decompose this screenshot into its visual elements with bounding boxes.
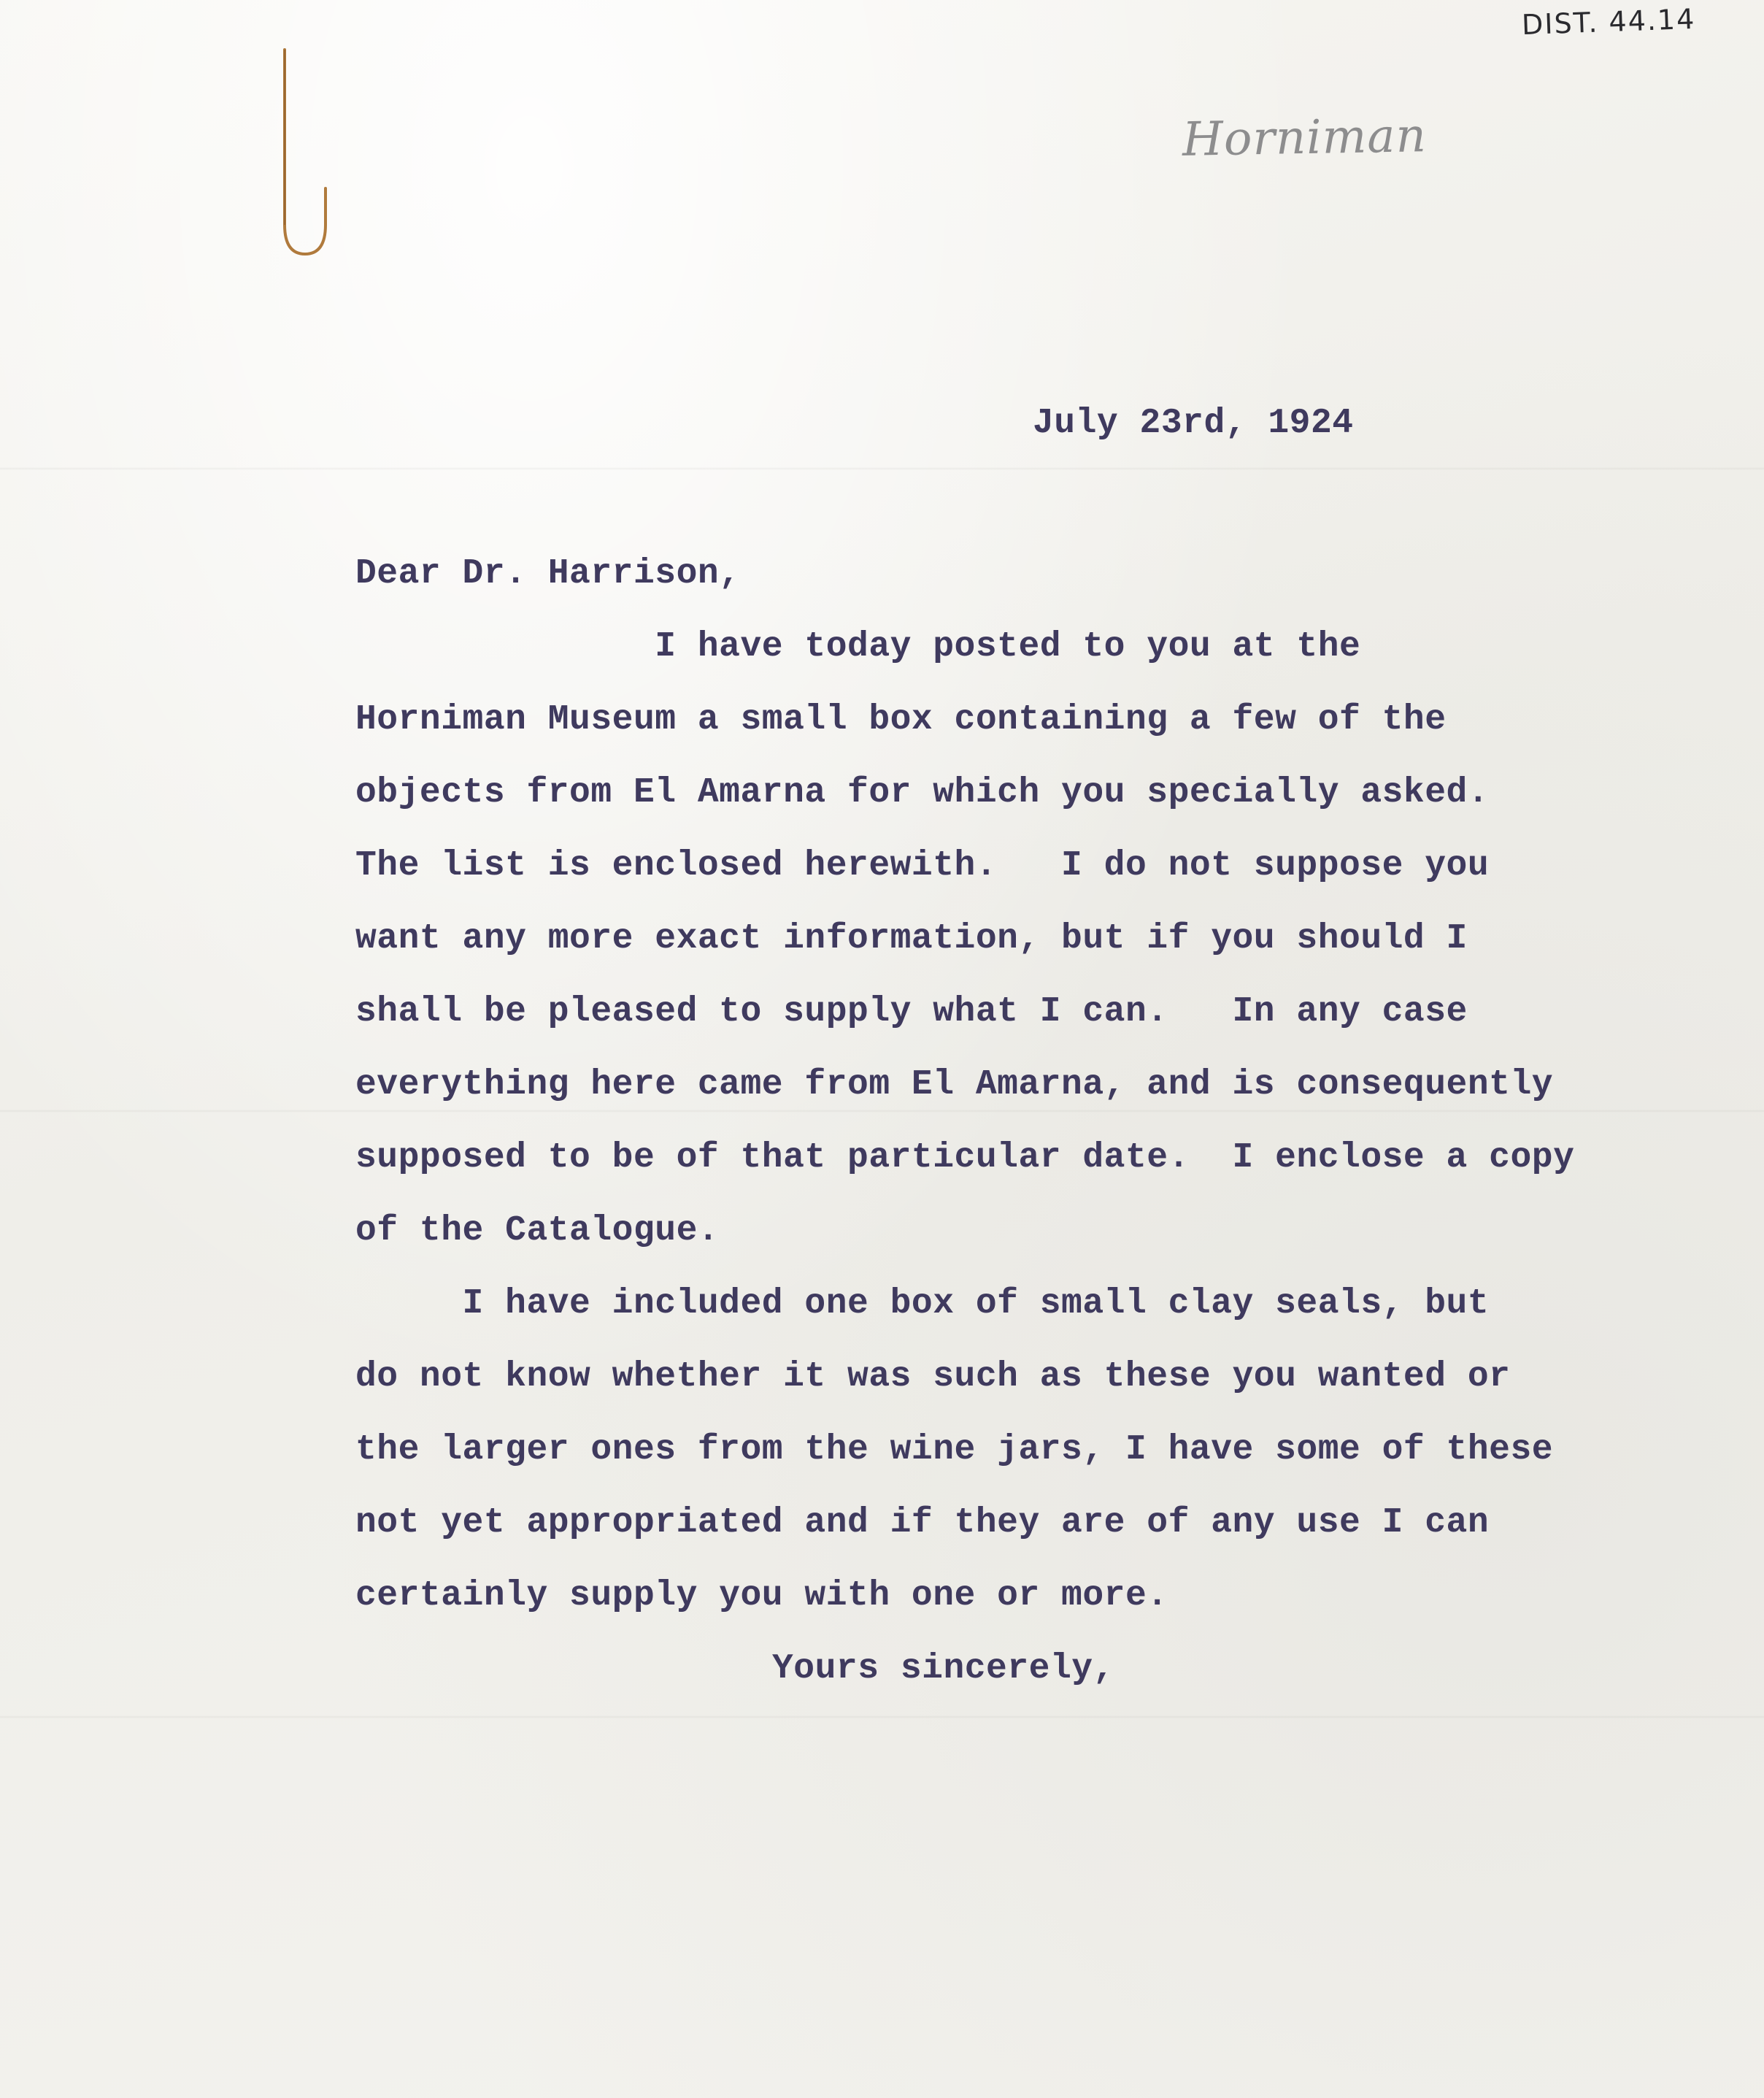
body-line: the larger ones from the wine jars, I have some of these — [355, 1430, 1554, 1469]
body-line: I have included one box of small clay seals, but — [355, 1284, 1490, 1323]
letter-date: July 23rd, 1924 — [1033, 404, 1354, 443]
archive-reference-number: DIST. 44.14 — [1521, 2, 1696, 42]
body-line: everything here came from El Amarna, and is consequently — [355, 1065, 1554, 1104]
body-line: supposed to be of that particular date. I enclose a copy — [355, 1138, 1575, 1177]
paper-crease — [0, 1715, 1764, 1718]
paper-crease — [0, 467, 1764, 470]
body-line: of the Catalogue. — [355, 1211, 720, 1250]
letter-salutation: Dear Dr. Harrison, — [355, 554, 741, 593]
handwritten-annotation: Horniman — [1182, 109, 1428, 167]
body-line: Horniman Museum a small box containing a few of the — [355, 700, 1447, 739]
body-line: shall be pleased to supply what I can. In any case — [355, 992, 1468, 1031]
body-line: do not know whether it was such as these you wanted or — [355, 1357, 1511, 1396]
body-line: The list is enclosed herewith. I do not suppose you — [355, 846, 1490, 885]
paper-crease — [0, 1110, 1764, 1113]
body-line: not yet appropriated and if they are of any use I can — [355, 1503, 1490, 1542]
body-line: I have today posted to you at the — [355, 627, 1361, 666]
body-line: certainly supply you with one or more. — [355, 1576, 1168, 1615]
body-line: want any more exact information, but if you should I — [355, 919, 1468, 958]
body-line: objects from El Amarna for which you specially asked. — [355, 773, 1490, 812]
paperclip-mark-icon — [269, 42, 331, 261]
letter-closing: Yours sincerely, — [772, 1649, 1114, 1688]
